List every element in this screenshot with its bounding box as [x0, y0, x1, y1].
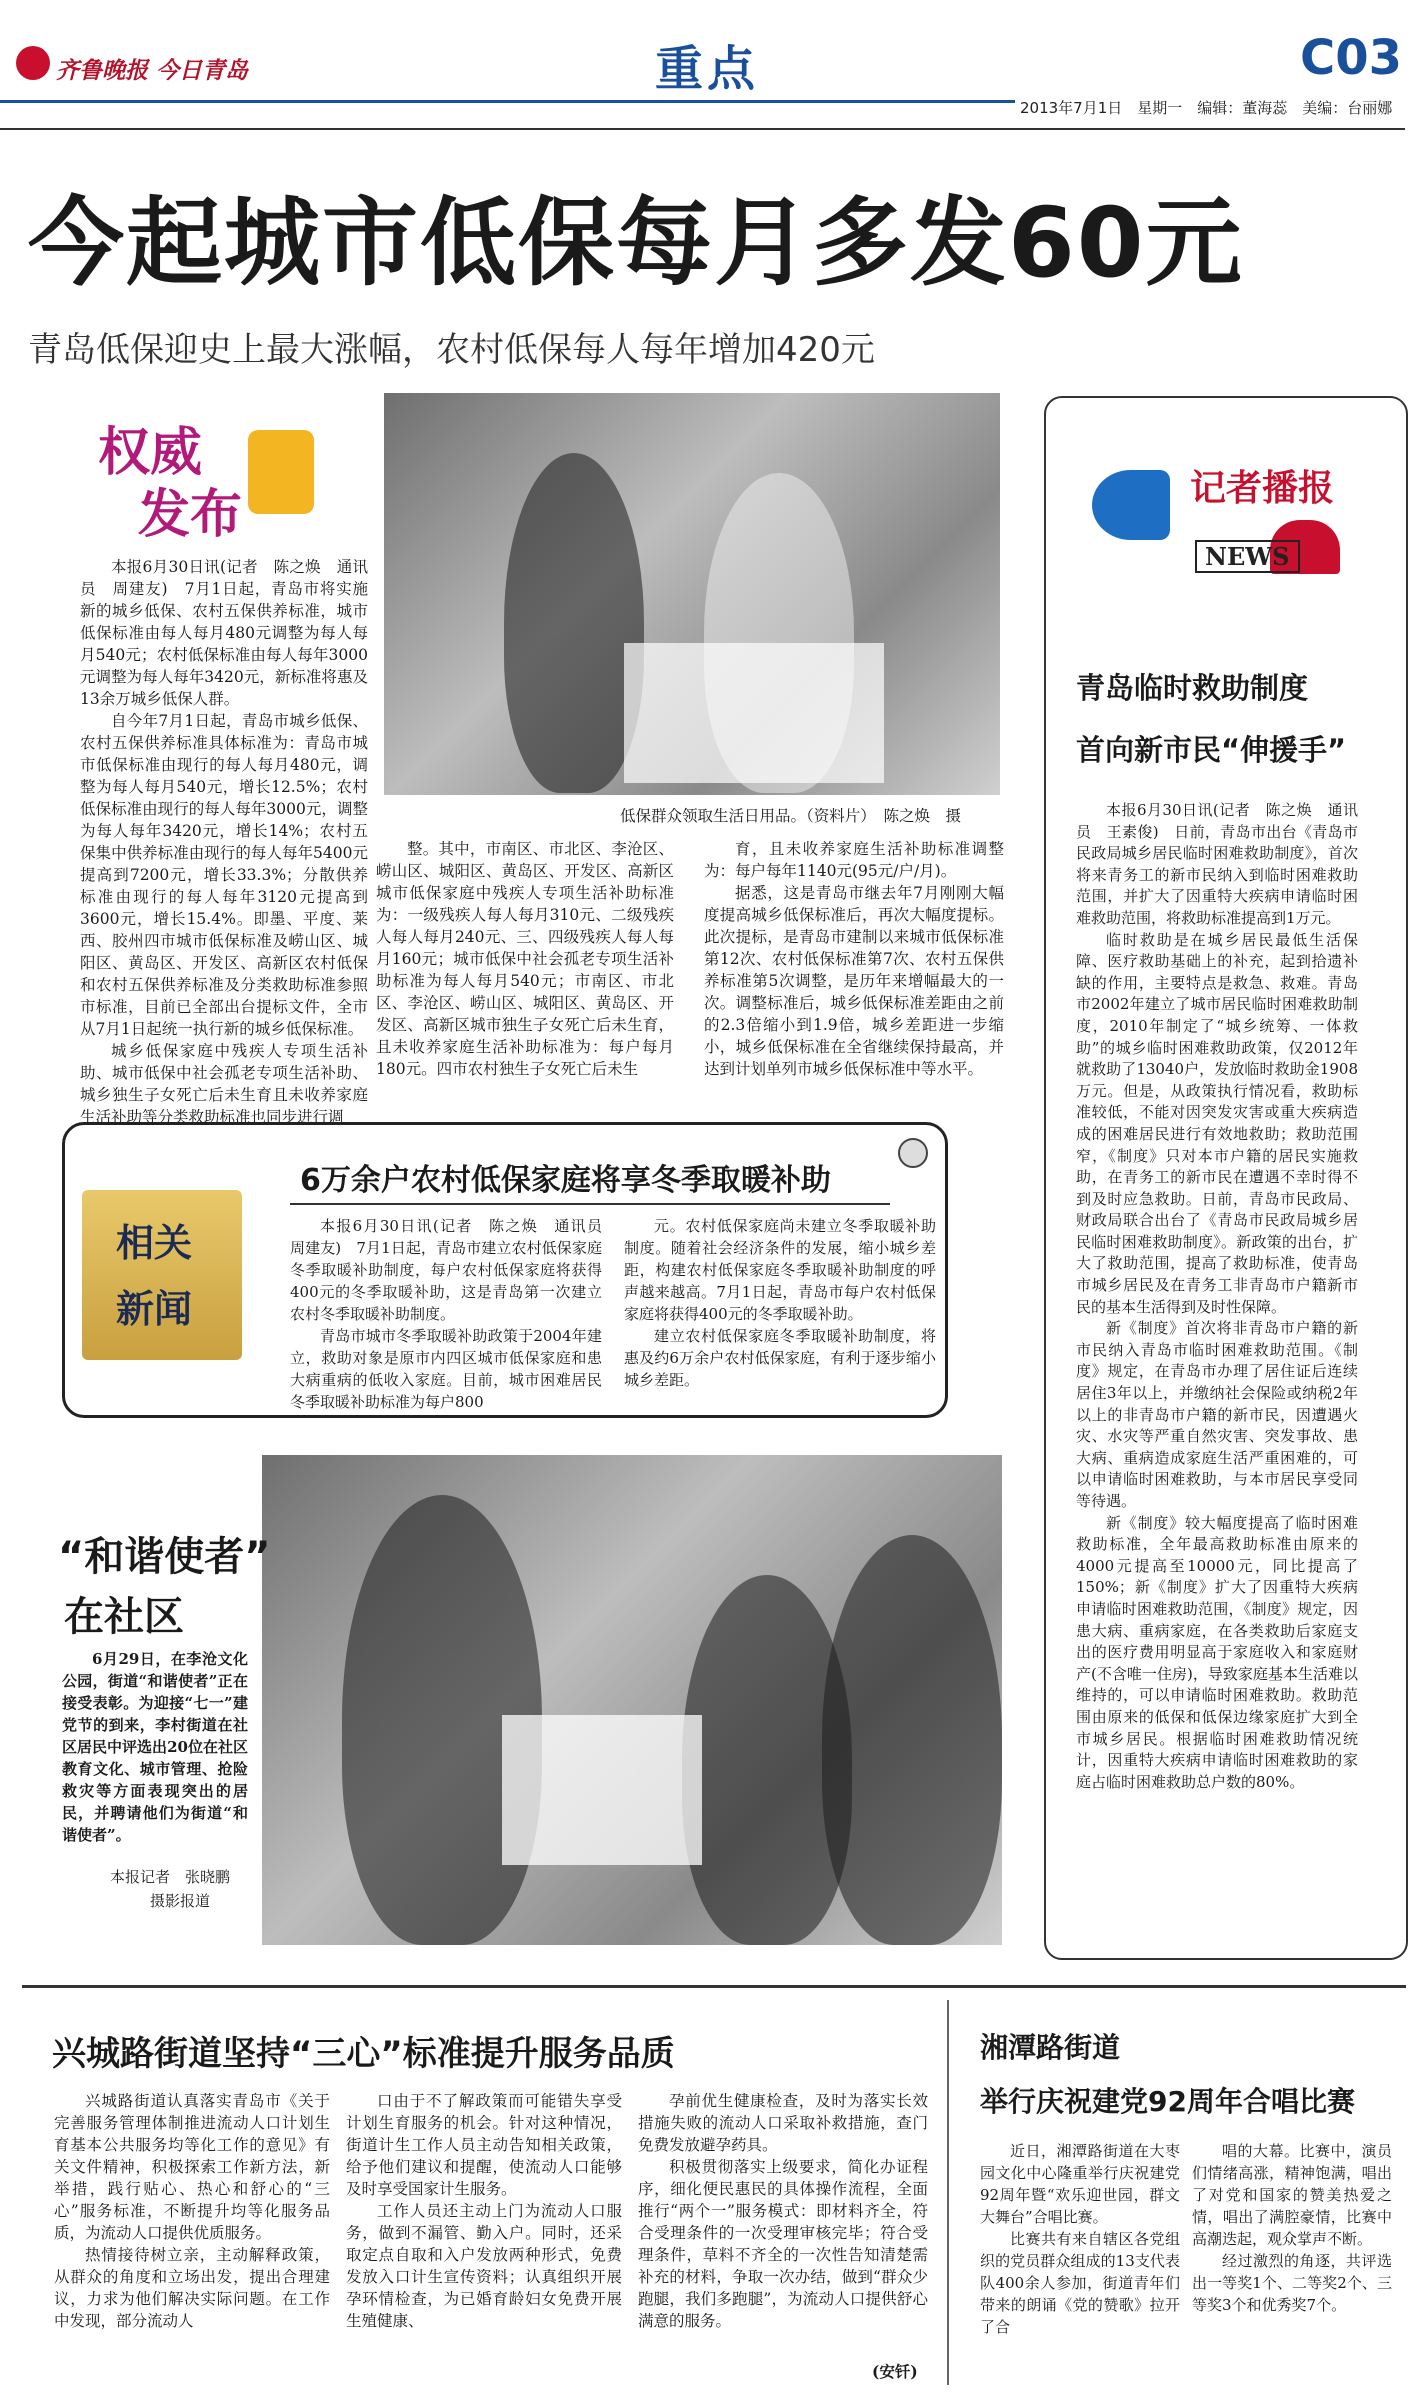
badge-word-1: 权威	[98, 422, 203, 483]
harmony-title-1: “和谐使者”	[58, 1534, 271, 1580]
right-headline-2: 首向新市民“伸援手”	[1076, 733, 1347, 767]
main-photo	[384, 393, 1000, 795]
reporter-badge: 记者播报	[1190, 468, 1335, 509]
related-badge-word-1: 相关	[116, 1221, 193, 1265]
related-news-ring-icon	[898, 1138, 928, 1168]
newspaper-logo: 齐鲁晚报 今日青岛	[56, 57, 249, 84]
related-title-rule	[290, 1203, 890, 1205]
bottom-section-rule	[22, 1985, 1406, 1988]
page-number: C03	[1300, 30, 1403, 86]
related-badge-word-2: 新闻	[116, 1287, 193, 1331]
main-text-col-1: 本报6月30日讯(记者 陈之焕 通讯员 周建友) 7月1日起，青岛市将实施新的城乡低保、农村五保供养标准，城市低保标准由每人每月480元调整为每人每月540元；农村低保标准由每人每年3000元调整为每人每年3420元，新标准将惠及13余万城乡低保人群。 自今年7月1日起，青岛市城乡低保、农村五保供养标准具体标准为：青岛市城市低保标准由现行的每人每月480元，调整为每人每月540元，增长12.5%；农村低保标准由现行的每人每年3000元，调整为每人每年3420元，增长14%；农村五保集中供养标准由现行的每人每年5400元提高到7200元，增长33.3%；分散供养标准由现行的每人每年3120元提高到3600元，增长15.4%。即墨、平度、莱西、胶州四市城市低保标准及崂山区、城阳区、黄岛区、开发区、高新区农村低保和农村五保供养标准及分类救助标准参照市标准，目前已全部出台提标文件，全市从7月1日起统一执行新的城乡低保标准。 城乡低保家庭中残疾人专项生活补助、城市低保中社会孤老专项生活补助、城乡独生子女死亡后未生育且未收养家庭生活补助等分类救助标准也同步进行调	[80, 558, 368, 1126]
related-text-col-1: 本报6月30日讯(记者 陈之焕 通讯员 周建友) 7月1日起，青岛市建立农村低保家庭冬季取暖补助制度，每户农村低保家庭将获得400元的冬季取暖补助，这是青岛第一次建立农村冬季取暖补助制度。 青岛市城市冬季取暖补助政策于2004年建立，救助对象是原市内四区城市低保家庭和患大病重病的低收入家庭。目前，城市困难居民冬季取暖补助标准为每户800	[290, 1217, 618, 1411]
main-subtitle: 青岛低保迎史上最大涨幅，农村低保每人每年增加420元	[28, 330, 875, 370]
main-headline: 今起城市低保每月多发60元	[28, 187, 1244, 299]
bottom-column-rule	[947, 2000, 949, 2385]
bottom-left-col-1: 兴城路街道认真落实青岛市《关于完善服务管理体制推进流动人口计划生育基本公共服务均等化工作的意见》有关文件精神，积极探索工作新方法，新举措，践行贴心、热心和舒心的“三心”服务标准，不断提升均等化服务品质，为流动人口提供优质服务。 热情接待树立亲，主动解释政策，从群众的角度和立场出发，提出合理建议，力求为他们解决实际问题。在工作中发现，部分流动人	[54, 2092, 330, 2330]
movie-camera-icon	[248, 430, 314, 514]
right-headline-1: 青岛临时救助制度	[1076, 671, 1309, 705]
bottom-right-title-2: 举行庆祝建党92周年合唱比赛	[980, 2085, 1355, 2118]
header-rule-thin	[0, 128, 1405, 130]
related-news-badge	[82, 1190, 242, 1360]
right-story-text: 本报6月30日讯(记者 陈之焕 通讯员 王素俊) 日前，青岛市出台《青岛市民政局城乡居民临时困难救助制度》，首次将来青务工的新市民纳入到临时困难救助范围，并扩大了因重特大疾病申请临时困难救助范围，将救助标准提高到1万元。 临时救助是在城乡居民最低生活保障、医疗救助基础上的补充，起到拾遗补缺的作用，主要特点是救急、救难。青岛市2002年建立了城市居民临时困难救助制度，2010年制定了“城乡统筹、一体救助”的城乡临时困难救助政策，仅2012年就救助了13040户，发放临时救助金1908万元。但是，从政策执行情况看，救助标准较低，不能对因突发灾害或重大疾病造成的困难居民进行有效地救助；救助范围窄，《制度》只对本市户籍的居民实施救助，在青务工的新市民在遭遇不幸时得不到及时应急救助。日前，青岛市民政局、财政局联合出台了《青岛市民政局城乡居民临时困难救助制度》。新政策的出台，扩大了救助范围，提高了救助标准，使青岛市城乡居民及在青务工非青岛市户籍新市民的基本生活得到及时性保障。 新《制度》首次将非青岛市户籍的新市民纳入青岛市临时困难救助范围。《制度》规定，在青岛市办理了居住证后连续居住3年以上，并缴纳社会保险或纳税2年以上的非青岛市户籍的新市民，因遭遇火灾、水灾等严重自然灾害、突发事故、患大病、重病造成家庭生活严重困难的，可以申请临时困难救助，与本市居民享受同等待遇。 新《制度》较大幅度提高了临时困难救助标准，全年最高救助标准由原来的4000元提高至10000元，同比提高了150%；新《制度》扩大了因重特大疾病申请临时困难救助范围，《制度》规定，因患大病、重病家庭，在各类救助后家庭支出的医疗费用明显高于家庭收入和家庭财产(不含唯一住房)，导致家庭基本生活难以维持的，可以申请临时困难救助。救助范围由原来的低保和低保边缘家庭扩大到全市城乡居民。根据临时困难救助情况统计，因重特大疾病申请临时困难救助的家庭占临时困难救助总户数的80%。	[1076, 801, 1358, 1791]
harmony-credit-1: 本报记者 张晓鹏	[110, 1868, 231, 1886]
newspaper-logo-icon	[16, 46, 50, 80]
authority-badge	[98, 410, 318, 545]
megaphone-icon	[1092, 470, 1170, 540]
section-title: 重点	[655, 41, 760, 97]
header-rule	[0, 100, 1015, 103]
bottom-right-col-2: 唱的大幕。比赛中，演员们情绪高涨，精神饱满，唱出了对党和国家的赞美热爱之情，唱出了满腔豪情，比赛中高潮迭起，观众掌声不断。 经过激烈的角逐，共评选出一等奖1个、二等奖2个、三等奖3个和优秀奖7个。	[1192, 2142, 1392, 2314]
masthead	[0, 0, 1417, 130]
bottom-right-title-1: 湘潭路街道	[980, 2031, 1121, 2064]
bottom-right-col-1: 近日，湘潭路街道在大枣园文化中心隆重举行庆祝建党92周年暨“欢乐迎世园，群文大舞台”合唱比赛。 比赛共有来自辖区各党组织的党员群众组成的13支代表队400余人参加，街道青年们带来的朗诵《党的赞歌》拉开了合	[980, 2142, 1180, 2336]
main-text-col-2: 整。其中，市南区、市北区、李沧区、崂山区、城阳区、黄岛区、开发区、高新区城市低保家庭中残疾人专项生活补助标准为：一级残疾人每人每月310元、二级残疾人每人每月240元、三、四级残疾人每人每月160元；城市低保中社会孤老专项生活补助标准为每人每月540元；市南区、市北区、李沧区、崂山区、城阳区、黄岛区、开发区、高新区城市独生子女死亡后未生育，且未收养家庭生活补助标准为：每户每月180元。四市农村独生子女死亡后未生	[376, 840, 674, 1078]
bottom-left-col-3: 孕前优生健康检查，及时为落实长效措施失败的流动人口采取补救措施，查门免费发放避孕药具。 积极贯彻落实上级要求，简化办证程序，细化便民惠民的具体操作流程，全面推行“两个一”服务模式：即材料齐全，符合受理条件的一次受理审核完毕；符合受理条件，草料不齐全的一次性告知清楚需补充的材料，争取一次办结，做到“群众少跑腿，我们多跑腿”，为流动人口提供舒心满意的服务。	[638, 2092, 928, 2330]
harmony-credit-2: 摄影报道	[150, 1892, 211, 1910]
badge-word-2: 发布	[138, 484, 243, 545]
news-badge: NEWS	[1195, 540, 1300, 573]
harmony-title-2: 在社区	[64, 1594, 184, 1640]
issue-meta: 2013年7月1日 星期一 编辑：董海蕊 美编：台丽娜	[1020, 99, 1393, 117]
photo-caption: 低保群众领取生活日用品。（资料片） 陈之焕 摄	[620, 807, 962, 825]
bottom-left-title: 兴城路街道坚持“三心”标准提升服务品质	[52, 2034, 675, 2074]
harmony-caption: 6月29日，在李沧文化公园，街道“和谐使者”正在接受表彰。为迎接“七一”建党节的到来，李村街道在社区居民中评选出20位在社区教育文化、城市管理、抢险救灾等方面表现突出的居民，并聘请他们为街道“和谐使者”。	[62, 1650, 248, 1844]
bottom-left-signature: (安钎)	[872, 2362, 918, 2381]
harmony-photo	[262, 1455, 1002, 1945]
main-text-col-3: 育，且未收养家庭生活补助标准调整为：每户每年1140元(95元/户/月)。 据悉，这是青岛市继去年7月刚刚大幅度提高城乡低保标准后，再次大幅度提标。此次提标，是青岛市建制以来城市低保标准第12次、农村低保标准第7次、农村五保供养标准第5次调整，是历年来增幅最大的一次。调整标准后，城乡低保标准差距由之前的2.3倍缩小到1.9倍，城乡差距进一步缩小，城乡低保标准在全省继续保持最高，并达到计划单列市城乡低保标准中等水平。	[704, 840, 1004, 1078]
related-text-col-2: 元。农村低保家庭尚未建立冬季取暖补助制度。随着社会经济条件的发展，缩小城乡差距，构建农村低保家庭冬季取暖补助制度的呼声越来越高。7月1日起，青岛市每户农村低保家庭将获得400元的冬季取暖补助。 建立农村低保家庭冬季取暖补助制度，将惠及约6万余户农村低保家庭，有利于逐步缩小城乡差距。	[624, 1217, 936, 1389]
bottom-left-col-2: 口由于不了解政策而可能错失享受计划生育服务的机会。针对这种情况，街道计生工作人员主动告知相关政策，给予他们建议和提醒，使流动人口能够及时享受国家计生服务。 工作人员还主动上门为流动人口服务，做到不漏管、勤入户。同时，还采取定点自取和入户发放两种形式，免费发放入口计生宣传资料；认真组织开展孕环情检查，为已婚育龄妇女免费开展生殖健康、	[346, 2092, 622, 2330]
related-news-title: 6万余户农村低保家庭将享冬季取暖补助	[300, 1163, 831, 1198]
